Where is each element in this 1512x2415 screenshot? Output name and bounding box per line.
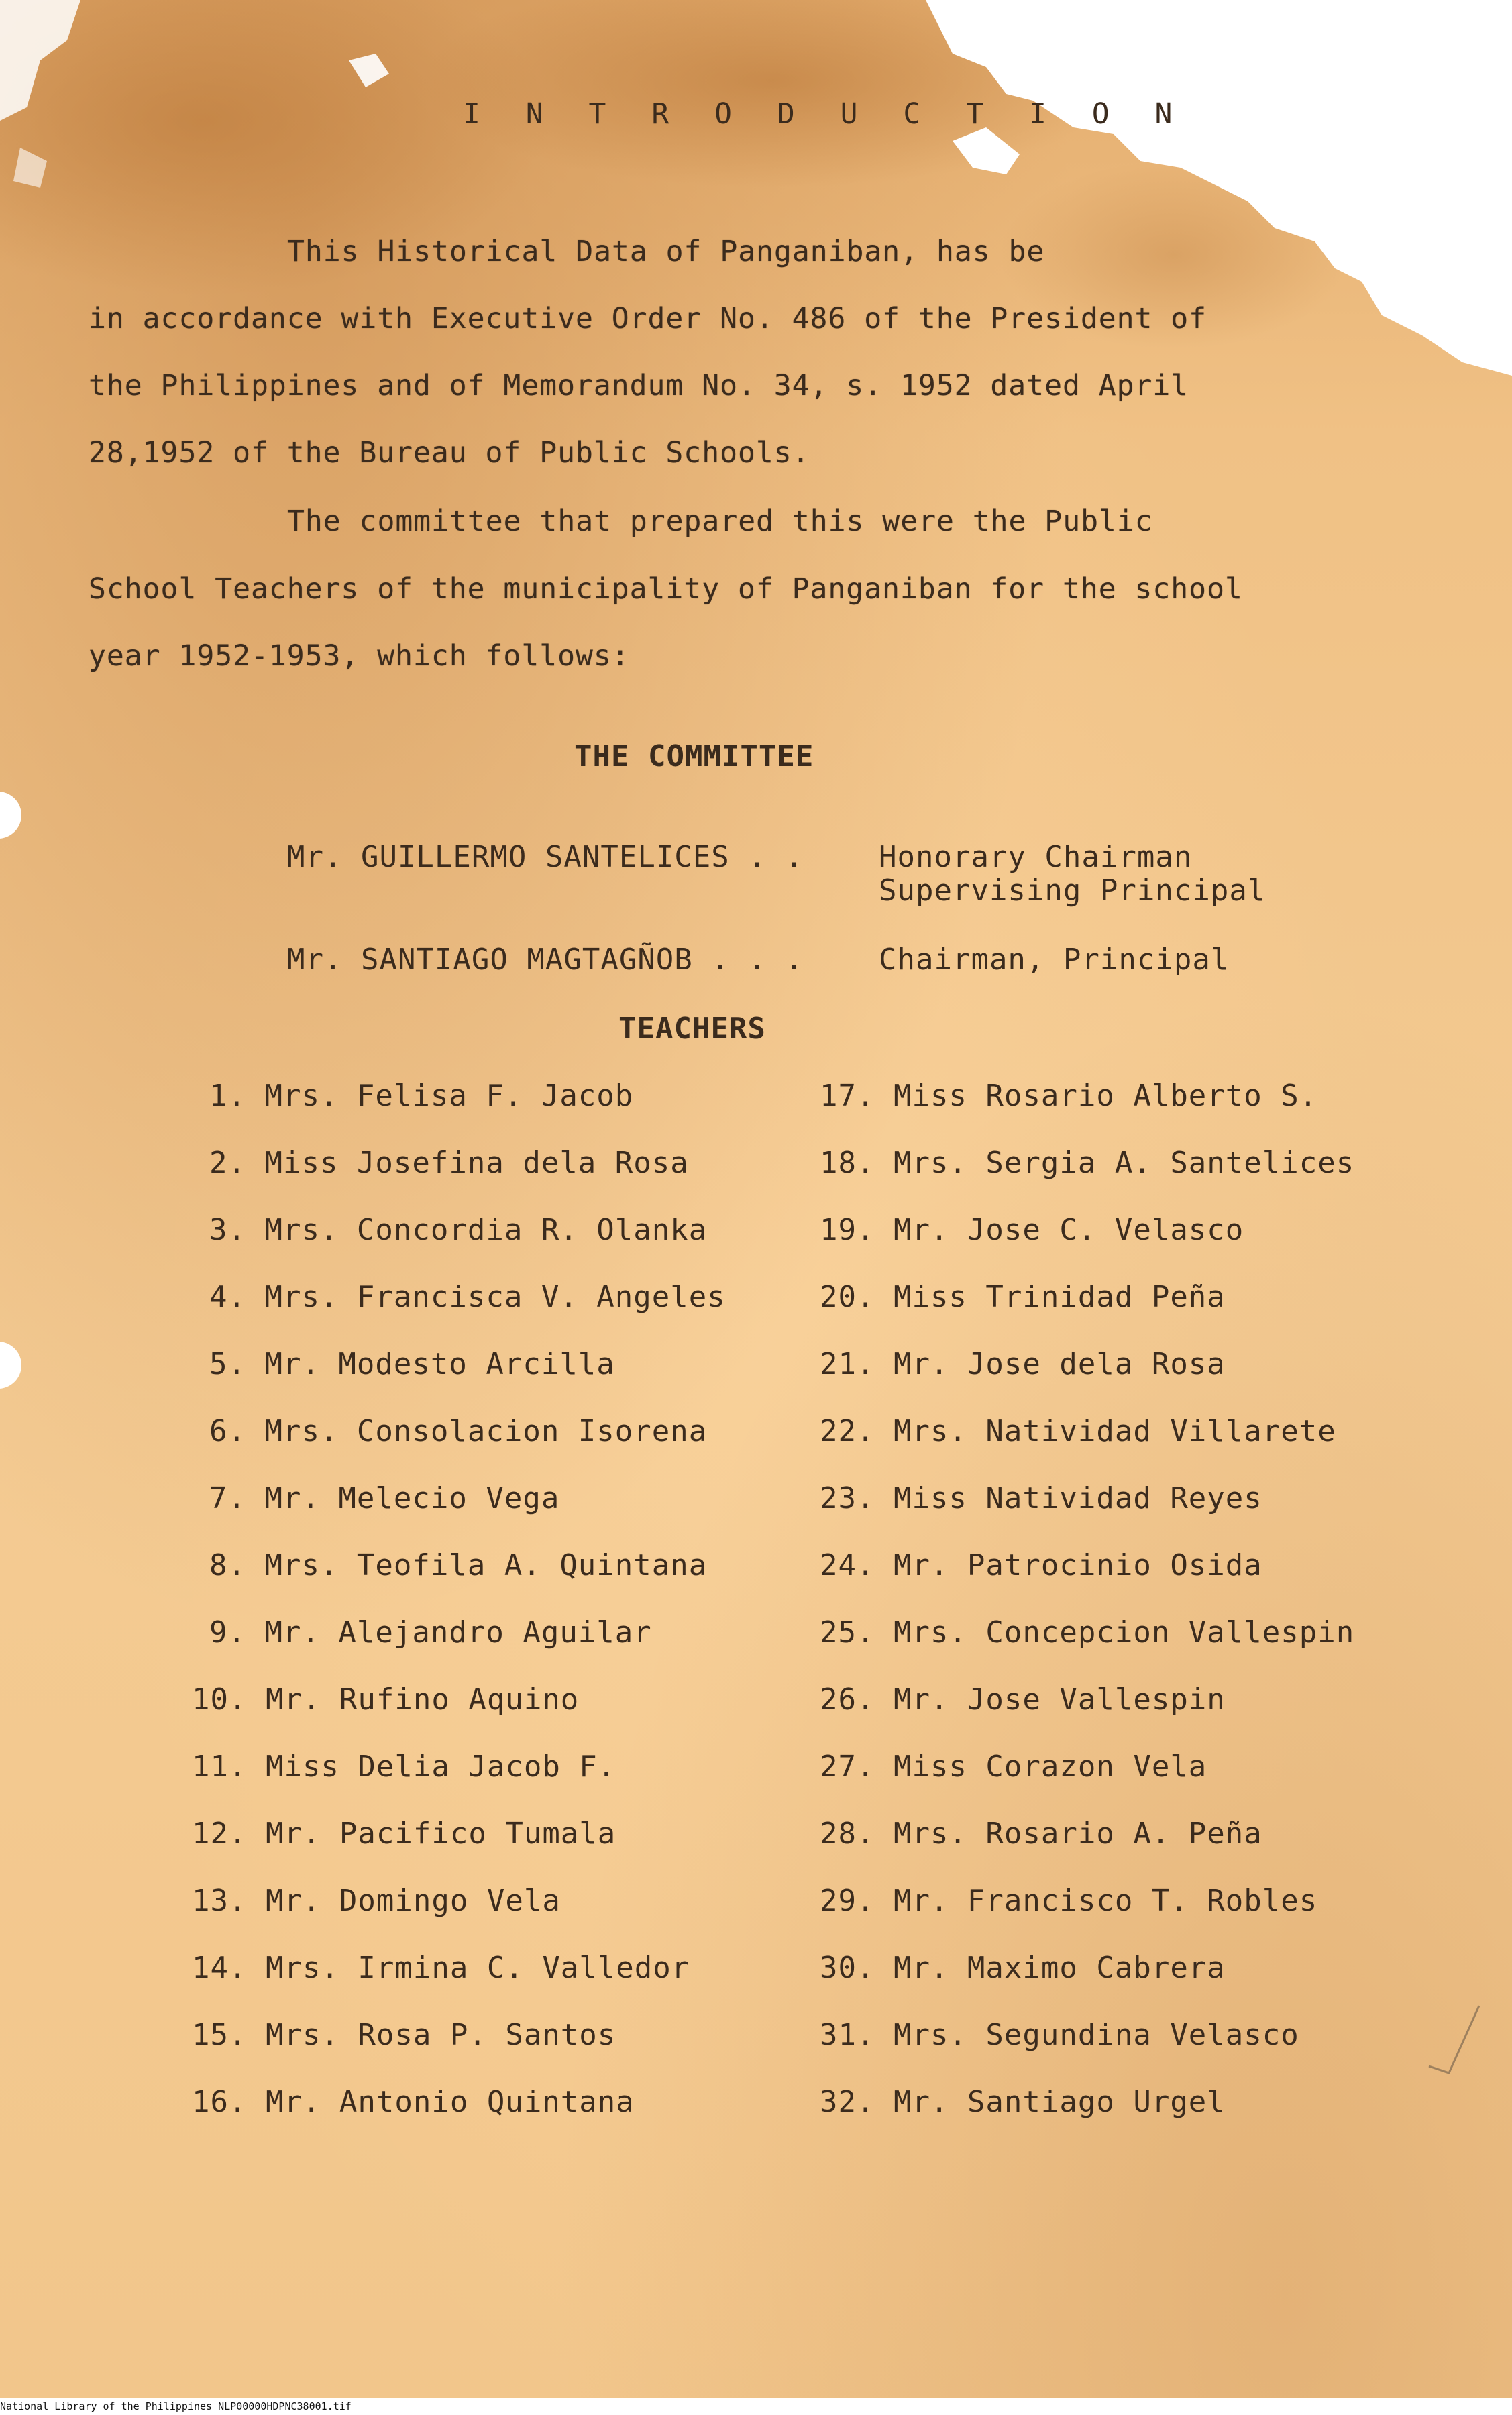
paragraph-1-line-4: 28,1952 of the Bureau of Public Schools.: [89, 436, 810, 470]
teacher-list-item: 2. Miss Josefina dela Rosa: [209, 1146, 689, 1180]
teacher-list-item: 16. Mr. Antonio Quintana: [192, 2085, 635, 2119]
teacher-list-item: 4. Mrs. Francisca V. Angeles: [209, 1280, 726, 1314]
teacher-list-item: 1. Mrs. Felisa F. Jacob: [209, 1079, 634, 1113]
pencil-mark-decoration: [1422, 1999, 1489, 2080]
teacher-list-item: 27. Miss Corazon Vela: [820, 1750, 1207, 1784]
committee-member-name: Mr. SANTIAGO MAGTAGÑOB . . .: [287, 943, 804, 977]
teacher-list-item: 26. Mr. Jose Vallespin: [820, 1682, 1226, 1717]
teacher-list-item: 17. Miss Rosario Alberto S.: [820, 1079, 1318, 1113]
committee-heading: THE COMMITTEE: [574, 739, 814, 773]
punch-hole-lower: [0, 1342, 21, 1389]
teacher-list-item: 30. Mr. Maximo Cabrera: [820, 1951, 1226, 1985]
teacher-list-item: 18. Mrs. Sergia A. Santelices: [820, 1146, 1355, 1180]
teacher-list-item: 20. Miss Trinidad Peña: [820, 1280, 1226, 1314]
teacher-list-item: 14. Mrs. Irmina C. Valledor: [192, 1951, 690, 1985]
committee-member-name: Mr. GUILLERMO SANTELICES . .: [287, 840, 804, 874]
committee-member-role: Honorary Chairman: [879, 840, 1193, 874]
teacher-list-item: 3. Mrs. Concordia R. Olanka: [209, 1213, 708, 1247]
teacher-list-item: 31. Mrs. Segundina Velasco: [820, 2018, 1299, 2052]
paragraph-2-line-2: School Teachers of the municipality of Panganiban for the school: [89, 572, 1243, 606]
teacher-list-item: 22. Mrs. Natividad Villarete: [820, 1414, 1336, 1448]
teacher-list-item: 29. Mr. Francisco T. Robles: [820, 1884, 1318, 1918]
teacher-list-item: 12. Mr. Pacifico Tumala: [192, 1817, 616, 1851]
teacher-list-item: 28. Mrs. Rosario A. Peña: [820, 1817, 1262, 1851]
paragraph-1-line-2: in accordance with Executive Order No. 486 of the President of: [89, 302, 1207, 335]
teachers-heading: TEACHERS: [618, 1012, 766, 1046]
teacher-list-item: 13. Mr. Domingo Vela: [192, 1884, 561, 1918]
teacher-list-item: 32. Mr. Santiago Urgel: [820, 2085, 1226, 2119]
document-title: I N T R O D U C T I O N: [463, 97, 1187, 131]
committee-member-role: Chairman, Principal: [879, 943, 1230, 977]
teacher-list-item: 8. Mrs. Teofila A. Quintana: [209, 1548, 708, 1582]
teacher-list-item: 11. Miss Delia Jacob F.: [192, 1750, 616, 1784]
teacher-list-item: 10. Mr. Rufino Aquino: [192, 1682, 580, 1717]
punch-hole-upper: [0, 792, 21, 839]
paragraph-1-line-1: This Historical Data of Panganiban, has be: [287, 235, 1045, 268]
teacher-list-item: 7. Mr. Melecio Vega: [209, 1481, 560, 1515]
committee-member-role-2: Supervising Principal: [879, 873, 1266, 908]
teacher-list-item: 15. Mrs. Rosa P. Santos: [192, 2018, 616, 2052]
teacher-list-item: 21. Mr. Jose dela Rosa: [820, 1347, 1226, 1381]
teacher-list-item: 6. Mrs. Consolacion Isorena: [209, 1414, 708, 1448]
teacher-list-item: 19. Mr. Jose C. Velasco: [820, 1213, 1244, 1247]
teacher-list-item: 24. Mr. Patrocinio Osida: [820, 1548, 1262, 1582]
teacher-list-item: 9. Mr. Alejandro Aguilar: [209, 1615, 652, 1650]
teacher-list-item: 5. Mr. Modesto Arcilla: [209, 1347, 615, 1381]
teacher-list-item: 25. Mrs. Concepcion Vallespin: [820, 1615, 1355, 1650]
paragraph-2-line-3: year 1952-1953, which follows:: [89, 639, 630, 673]
paragraph-2-line-1: The committee that prepared this were the Public: [287, 504, 1153, 538]
archive-footer: National Library of the Philippines NLP00000HDPNC38001.tif: [0, 2400, 352, 2412]
teacher-list-item: 23. Miss Natividad Reyes: [820, 1481, 1262, 1515]
paragraph-1-line-3: the Philippines and of Memorandum No. 34, s. 1952 dated April: [89, 369, 1189, 402]
